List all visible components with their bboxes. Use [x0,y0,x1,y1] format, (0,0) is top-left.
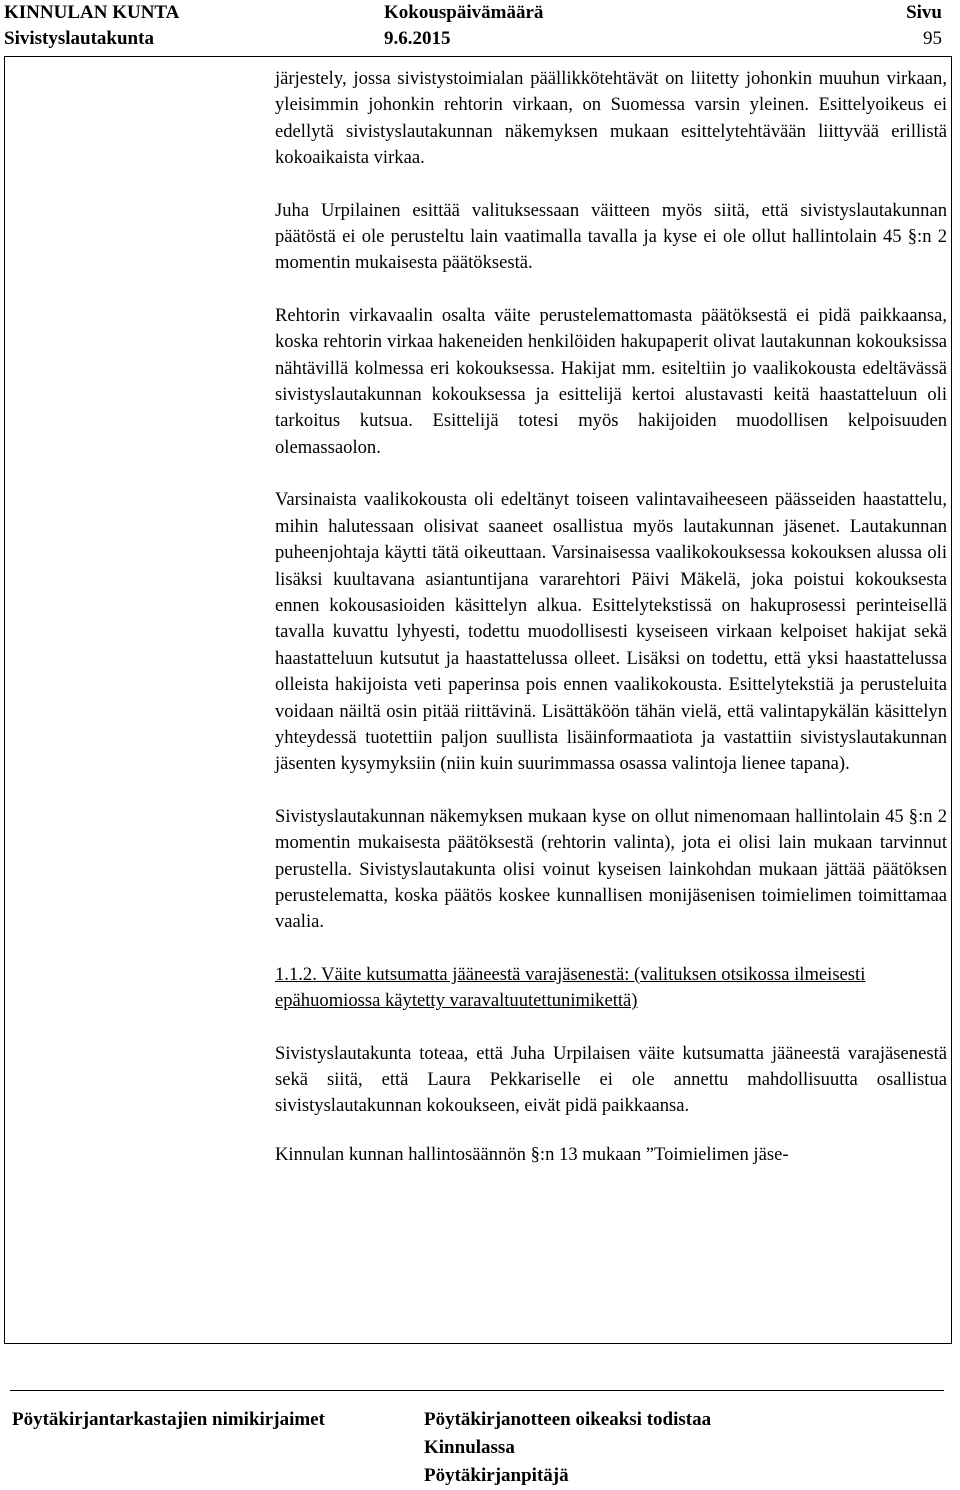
municipality-name: KINNULAN KUNTA [4,2,180,23]
section-title: Väite kutsumatta jääneestä varajäsenestä: (valituksen otsikossa ilmeisesti epähuomiossa käytetty varavaltuutettunimikettä) [275,963,866,1012]
meeting-date: 9.6.2015 [384,28,451,49]
page-number: 95 [923,28,942,49]
footer-place: Kinnulassa [424,1437,515,1458]
paragraph-3: Rehtorin virkavaalin osalta väite perustelemattomasta päätöksestä ei pidä paikkaansa, koska rehtorin virkaa hakeneiden henkilöiden hakupaperit olivat lautakunnan kokouksissa nähtävillä kolmessa eri kokouksessa. Hakijat mm. esiteltiin jo vaalikokousta edeltävässä sivistyslautakunnan kokouksessa ja esittelijä kertoi alustavasti keitä haastatteluun oli tarkoitus kutsua. Esittelijä totesi myös hakijoiden muodollisen kelpoisuuden olemassaolon. [275,304,947,458]
page-header [0,0,960,52]
section-number: 1.1.2. [275,963,317,985]
footer-certification [424,1406,711,1490]
paragraph-5: Sivistyslautakunnan näkemyksen mukaan kyse on ollut nimenomaan hallintolain 45 §:n 2 momentin mukaisesta päätöksestä (rehtorin valinta), jota ei olisi lain mukaan tarvinnut perustella. Sivistyslautakunta olisi voinut kyseisen lainkohdan mukaan jättää päätöksen perustelematta, koska päätös koskee kunnallisen monijäsenisen toimielimen toimittamaa vaalia. [275,805,947,933]
section-heading [275,962,947,1015]
document-body [275,66,947,1194]
footer-secretary: Pöytäkirjanpitäjä [424,1465,569,1486]
paragraph-1: järjestely, jossa sivistystoimialan päällikkötehtävät on liitetty johonkin muuhun virkaan, yleisimmin johonkin rehtorin virkaan, on Suomessa varsin yleinen. Esittelyoikeus ei edellytä sivistyslautakunnan näkemyksen mukaan esittelytehtävään liittyvää erillistä kokoaikaista virkaa. [275,68,947,169]
footer-divider [10,1390,944,1391]
board-name: Sivistyslautakunta [4,28,154,49]
footer-inspectors-initials: Pöytäkirjantarkastajien nimikirjaimet [12,1409,325,1430]
paragraph-6: Sivistyslautakunta toteaa, että Juha Urpilaisen väite kutsumatta jääneestä varajäsenestä sekä siitä, että Laura Pekkariselle ei ole annettu mahdollisuutta osallistua sivistyslautakunnan kokoukseen, eivät pidä paikkaansa. [275,1042,947,1117]
page-label: Sivu [906,2,942,23]
paragraph-4: Varsinaista vaalikokousta oli edeltänyt toiseen valintavaiheeseen päässeiden haastattelu, mihin halutessaan olisivat saaneet osallistua myös lautakunnan jäsenet. Lautakunnan puheenjohtaja käytti tätä oikeuttaan. Varsinaisessa vaalikokouksessa kokouksen alussa oli lisäksi kuultavana asiantuntijana vararehtori Päivi Mäkelä, joka poistui kokouksesta ennen kokousasioiden käsittelyn alkua. Esittelytekstissä on hakuprosessi perinteisellä tavalla kuvattu lyhyesti, todettu muodollisesti kyseiseen virkaan kelpoiset hakijat sekä haastatteluun kutsutut ja haastattelussa olleet. Lisäksi on todettu, että yksi haastattelussa olleista hakijoista veti paperinsa pois ennen vaalikokousta. Esittelytekstiä ja perusteluita voidaan näiltä osin pitää riittävinä. Lisättäköön tähän vielä, että valintapykälän käsittelyn yhteydessä tuotettiin paljon suullista lisäinformaatiota ja vastattiin sivistyslautakunnan jäsenten kysymyksiin (niin kuin suurimmassa osassa valintoja lienee tapana). [275,489,947,775]
paragraph-7: Kinnulan kunnan hallintosäännön §:n 13 mukaan ”Toimielimen jäse- [275,1143,789,1165]
paragraph-2: Juha Urpilainen esittää valituksessaan väitteen myös siitä, että sivistyslautakunnan päätöstä ei ole perusteltu lain vaatimalla tavalla ja kyse ei ole ollut hallintolain 45 §:n 2 momentin mukaisesta päätöksestä. [275,199,947,274]
meeting-date-label: Kokouspäivämäärä [384,2,544,23]
footer-certification-text: Pöytäkirjanotteen oikeaksi todistaa [424,1409,712,1430]
